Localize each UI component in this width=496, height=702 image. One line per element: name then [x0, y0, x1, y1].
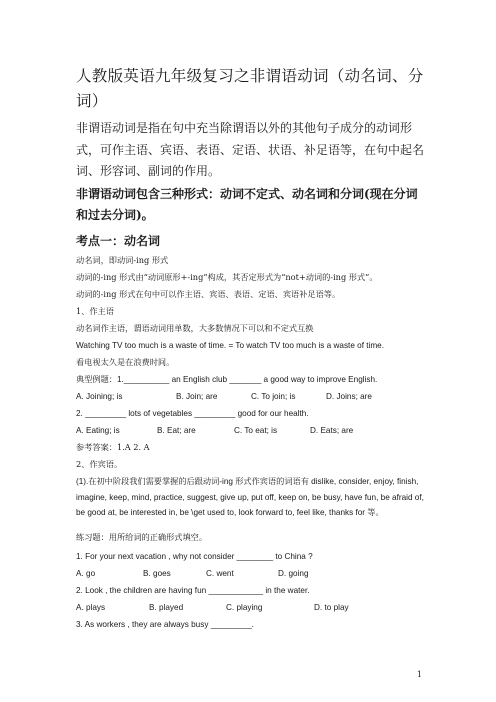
page-number: 1	[416, 670, 422, 679]
option-d: D. Eats; are	[310, 426, 354, 435]
question-2: 2. _________ lots of vegetables _________ good for our health.	[76, 409, 309, 418]
subsection-heading: 1、作主语	[76, 306, 114, 316]
exercise-1-options	[76, 568, 428, 580]
example-translation: 看电视太久是在浪费时间。	[76, 357, 175, 367]
option-c: C. To join; is	[251, 392, 296, 401]
option-a: A. go	[76, 569, 96, 578]
question-2-options	[76, 425, 428, 437]
option-b: B. Eat; are	[157, 426, 196, 435]
option-d: D. to play	[314, 603, 349, 612]
text-line: 动名词，即动词-ing 形式	[76, 255, 169, 265]
option-c: C. To eat; is	[234, 426, 278, 435]
intro-paragraph: 非谓语动词是指在句中充当除谓语以外的其他句子成分的动词形式，可作主语、宾语、表语、定语、状语、补足语等，在句中起名词、形容词、副词的作用。	[76, 121, 425, 178]
example-sentence: Watching TV too much is a waste of time. = To watch TV too much is a waste of time.	[76, 341, 384, 350]
subsection-heading: 2、作宾语。	[76, 459, 123, 469]
option-a: A. Eating; is	[76, 426, 120, 435]
option-b: B. Join; are	[176, 392, 218, 401]
forms-statement: 非谓语动词包含三种形式：动词不定式、动名词和分词(现在分词和过去分词)。	[76, 187, 418, 222]
exercise-2-options	[76, 602, 428, 614]
exercise-question-3: 3. As workers , they are always busy _________.	[76, 620, 254, 629]
document-title: 人教版英语九年级复习之非谓语动词（动名词、分词）	[76, 67, 424, 110]
option-b: B. played	[149, 603, 184, 612]
exercise-question-1: 1. For your next vacation , why not consider ________ to China ?	[76, 552, 313, 561]
option-a: A. Joining; is	[76, 392, 123, 401]
option-a: A. plays	[76, 603, 106, 612]
option-d: D. going	[278, 569, 309, 578]
text-line: 动词的-ing 形式由“动词原形+-ing”构成，其否定形式为“not+动词的-ing 形式”。	[76, 272, 378, 282]
section-title-gerund: 考点一：动名词	[76, 234, 161, 248]
text-line: 动词的-ing 形式在句中可以作主语、宾语、表语、定语、宾语补足语等。	[76, 289, 341, 299]
option-c: C. went	[206, 569, 234, 578]
question-1: 典型例题：1.__________ an English club _______ a good way to improve English.	[76, 375, 378, 384]
question-1-options	[76, 391, 428, 403]
option-d: D. Joins; are	[326, 392, 372, 401]
exercise-instruction: 练习题：用所给词的正确形式填空。	[76, 532, 208, 542]
verbs-paragraph: (1).在初中阶段我们需要掌握的后跟动词-ing 形式作宾语的词语有 dislike, consider, enjoy, finish, imagine, keep, mind, practice, suggest, give up, put off, keep on, be busy, have fun, be afraid of, be good at, be interested in, be \get used to, look forward to, feel like, thanks for 等。	[76, 477, 424, 517]
text-line: 动名词作主语，谓语动词用单数，大多数情况下可以和不定式互换	[76, 323, 314, 333]
answer-key: 参考答案：1.A 2. A	[76, 442, 150, 452]
exercise-question-2: 2. Look , the children are having fun ____________ in the water.	[76, 586, 310, 595]
option-c: C. playing	[226, 603, 263, 612]
option-b: B. goes	[143, 569, 171, 578]
